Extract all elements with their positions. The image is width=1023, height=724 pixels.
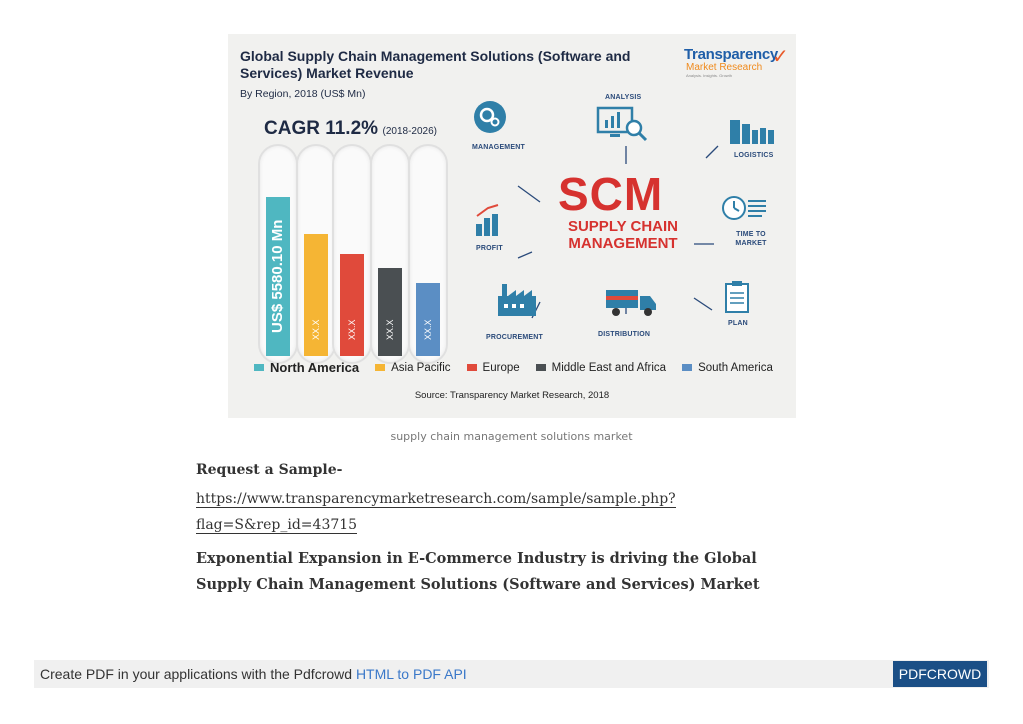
footer-text <box>40 666 467 682</box>
node-plan: PLAN <box>728 320 748 327</box>
image-caption: supply chain management solutions market <box>390 430 633 443</box>
bar-value-label: XX.X <box>347 319 357 340</box>
legend-label: North America <box>270 360 360 375</box>
bar-fill <box>340 254 364 356</box>
market-infographic <box>228 34 796 418</box>
section-heading: Exponential Expansion in E-Commerce Industry is driving the Global Supply Chain Management Solutions (Software and Services) Market <box>196 550 760 593</box>
bar-tube-4 <box>408 144 448 364</box>
brand-subname: Market Research <box>686 62 763 73</box>
infographic-title: Global Supply Chain Management Solutions (Software and Services) Market Revenue <box>240 48 631 81</box>
node-profit: PROFIT <box>476 245 503 252</box>
profit-chart-icon <box>474 202 506 238</box>
legend-item <box>467 362 520 374</box>
node-procurement: PROCUREMENT <box>486 334 544 341</box>
cagr-value: CAGR 11.2% <box>264 118 379 139</box>
management-gear-icon <box>473 100 507 134</box>
plan-clipboard-icon <box>724 280 750 314</box>
bar-value-label: XX.X <box>311 319 321 340</box>
html-to-pdf-link[interactable]: HTML to PDF API <box>355 666 467 682</box>
cagr-label <box>264 118 437 140</box>
pdfcrowd-footer <box>34 660 989 688</box>
bar-fill <box>378 268 402 356</box>
bar-tube-0 <box>258 144 298 364</box>
legend-label: Europe <box>482 361 520 374</box>
legend-label: South America <box>698 361 773 374</box>
bar-value-label: XX.X <box>385 319 395 340</box>
scm-subtitle: SUPPLY CHAIN MANAGEMENT <box>567 218 679 252</box>
legend-label: Asia Pacific <box>391 361 451 374</box>
node-distribution: DISTRIBUTION <box>598 331 651 338</box>
bar-fill <box>266 197 290 356</box>
brand-tagline: Analysis. Insights. Growth <box>686 73 733 78</box>
node-logistics: LOGISTICS <box>734 152 774 159</box>
scm-title: SCM <box>558 168 664 220</box>
bar-value-label: US$ 5580.10 Mn <box>269 219 286 333</box>
pdfcrowd-button[interactable]: PDFCROWD <box>893 661 987 687</box>
bar-tube-2 <box>332 144 372 364</box>
legend-label: Middle East and Africa <box>551 361 667 374</box>
brand-name: Transparency <box>684 46 778 63</box>
cagr-period: (2018-2026) <box>382 126 437 137</box>
bar-fill <box>416 283 440 356</box>
footer-message: Create PDF in your applications with the Pdfcrowd <box>40 666 353 682</box>
analysis-monitor-icon <box>596 106 648 142</box>
infographic-subtitle: By Region, 2018 (US$ Mn) <box>240 88 366 100</box>
brand-logo <box>684 46 792 96</box>
bar-tube-1 <box>296 144 336 364</box>
source-note: Source: Transparency Market Research, 2018 <box>414 390 610 401</box>
legend-item <box>682 362 773 374</box>
request-sample-link[interactable] <box>196 486 696 538</box>
bar-value-label: XX.X <box>423 319 433 340</box>
bar-fill <box>304 234 328 356</box>
procurement-factory-icon <box>494 278 538 318</box>
time-clock-icon <box>720 194 770 224</box>
legend-item <box>536 362 666 374</box>
distribution-truck-icon <box>604 286 658 318</box>
node-management: MANAGEMENT <box>472 144 525 151</box>
node-analysis: ANALYSIS <box>605 94 642 101</box>
sample-url[interactable]: https://www.transparencymarketresearch.com/sample/sample.php?flag=S&rep_id=43715 <box>196 491 676 533</box>
logistics-bars-icon <box>728 118 776 146</box>
bar-tube-3 <box>370 144 410 364</box>
legend-item <box>254 360 359 375</box>
chart-legend <box>254 360 773 375</box>
node-time-to-market: TIME TO MARKET <box>735 231 767 247</box>
request-sample-title: Request a Sample- <box>196 462 343 478</box>
brand-check-icon: ✓ <box>772 44 789 68</box>
legend-item <box>375 362 450 374</box>
